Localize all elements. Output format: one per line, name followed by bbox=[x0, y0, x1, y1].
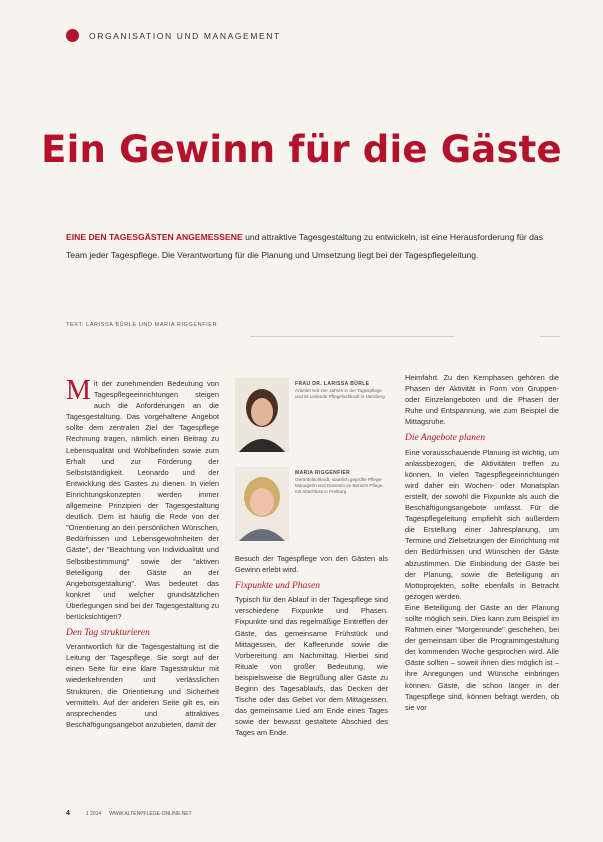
col1-paragraph-2: Verantwortlich für die Tagesgestaltung ist die Leitung der Tagespflege. Sie sorgt auf der einen Seite für eine klare Tagesstruktur mit wiederkehrenden und verlässlichen Strukturen, die Orientierung und Sicherheit vermitteln. Auf der anderen Seite gilt es, ein ansprechendes und attraktives Beschäftigungsangebot anzubieten, damit der bbox=[66, 642, 219, 729]
credit-divider-end bbox=[540, 336, 560, 337]
article-column-1 bbox=[66, 375, 219, 730]
author-bio-1: Arbeitet seit vier Jahren in der Tagespflege und ist Leitende Pflegefachkraft in Nürnberg bbox=[295, 388, 385, 399]
author-photo-2 bbox=[235, 467, 289, 541]
article-column-2 bbox=[235, 553, 388, 739]
subheading-planning: Die Angebote planen bbox=[405, 433, 486, 444]
rubric-label: ORGANISATION UND MANAGEMENT bbox=[89, 30, 281, 41]
credit-divider bbox=[250, 336, 455, 337]
article-column-3 bbox=[405, 372, 559, 713]
author-bio-2: Gerontofachkraft, staatlich geprüfte Pflege-Managerin und Dozentin im Bereich Pflege, mit Abschluss in Freiburg bbox=[295, 477, 384, 494]
author-photo-1 bbox=[235, 378, 289, 452]
lead-text: und attraktive Tagesgestaltung zu entwickeln, ist eine Herausforderung für das Team jeder Tagespflege. Die Verantwortung für die Planung und Umsetzung liegt bei der Tagespflegeleitung. bbox=[66, 232, 544, 260]
col2-paragraph-1: Besuch der Tagespflege von den Gästen als Gewinn erlebt wird. bbox=[235, 554, 388, 575]
author-credit: TEXT: LARISSA BÜRLE UND MARIA RIGGENFIER bbox=[66, 322, 218, 328]
col3-paragraph-2: Eine vorausschauende Planung ist wichtig, um anlassbezogen, die Aktivitäten treffen zu können. In vielen Tagespflegeeinrichtungen wird daher ein Wochen- oder Monatsplan erstellt, der sowohl die Fixpunkte als auch die Beschäftigungsangebote umfasst. Für die Tagespflegeleitung empfiehlt sich außerdem die Erstellung einer Jahresplanung, um Termine und Zielsetzungen der Einrichtung mit den Bedürfnissen und Wünschen der Gäste abzustimmen. Die Einbindung der Gäste bei der Planung, sowie die Beteiligung an Mottoprojekten, sollte ebenfalls in Betracht gezogen werden. bbox=[405, 447, 559, 601]
subheading-fixpoints: Fixpunkte und Phasen bbox=[235, 581, 320, 592]
col1-paragraph-1: it der zunehmenden Bedeutung von Tagespflegeeinrichtungen steigen auch die Anforderungen an die Tagesgestaltung. Das vorgehaltene Angebot sollte dem zentralen Ziel der Tagespflege Rechnung tragen, nämlich einen Beitrag zu Lebensqualität und Wohlbefinden sowie zum Erhalt und zur Förderung der Selbstständigkeit. Leonardo und der Entwicklung des Gastes zu dienen. In vielen Einrichtungskonzepten werden immer allgemeine Prinzipien der Tagesgestaltung deutlich. Dem ist häufig die Rede von der "Orientierung an den persönlichen Wünschen, Bedürfnissen und Lebensgewohnheiten der Gäste", der "Beachtung von Individualität und Selbstbestimmung" sowie der "aktiven Beteiligung der Gäste an der Angebotsgestaltung". Was bedeutet das konkret und welcher grundsätzlichen Überlegungen sind bei der Tagesgestaltung zu berücksichtigen? bbox=[66, 379, 219, 621]
lead-caps: EINE DEN TAGESGÄSTEN ANGEMESSENE bbox=[66, 232, 243, 242]
issue-label: 1 2014 bbox=[85, 810, 102, 817]
lead-paragraph bbox=[66, 228, 551, 264]
col2-paragraph-2: Typisch für den Ablauf in der Tagespflege sind verschiedene Fixpunkte und Phasen. Fixpunkte sind das regelmäßige Eintreffen der Gäste, das gemeinsame Frühstück und Mittagessen, der Kaffeerunde sowie die Vorbereitung am Nachmittag. Hierbei sind Rituale von großer Bedeutung, wie beispielsweise die Begrüßung aller Gäste zu Beginn des Tagesablaufs, das Decken der Tische oder das Gebet vor dem Mittagessen, das gemeinsame Lied am Ende eines Tages sowie der bewusst gestaltete Abschied des Tages am Ende. bbox=[235, 595, 388, 738]
footer-url: WWW.ALTENPFLEGE-ONLINE.NET bbox=[109, 810, 192, 817]
drop-cap: M bbox=[66, 375, 91, 406]
subheading-structure: Den Tag strukturieren bbox=[66, 628, 150, 639]
col3-paragraph-3: Eine Beteiligung der Gäste an der Planung sollte möglich sein. Dies kann zum Beispiel im Rahmen einer "Morgenrunde" geschehen, bei der gemeinsam über die Programmgestaltung der kommenden Woche gesprochen wird. Alle Gäste sollten – soweit ihnen dies möglich ist – ihre Anregungen und Wünsche einbringen können. Gäste, die schon länger in der Tagespflege sind, können befragt werden, ob sie vor bbox=[405, 602, 559, 712]
page-footer bbox=[66, 810, 192, 817]
page-number: 4 bbox=[66, 810, 70, 817]
page-title: Ein Gewinn für die Gäste bbox=[41, 128, 562, 171]
section-rubric bbox=[66, 29, 281, 42]
col3-paragraph-1: Heimfahrt. Zu den Kernphasen gehören die Phasen der Aktivität in Form von Gruppen- oder Einzelangeboten und die Phasen der Ruhe und Entspannung, wie zum Beispiel die Mittagsruhe. bbox=[405, 373, 559, 427]
author-name-2: MARIA RIGGENFIER bbox=[295, 470, 351, 476]
rubric-dot-icon bbox=[66, 29, 79, 42]
author-name-1: FRAU DR. LARISSA BÜRLE bbox=[295, 381, 370, 387]
